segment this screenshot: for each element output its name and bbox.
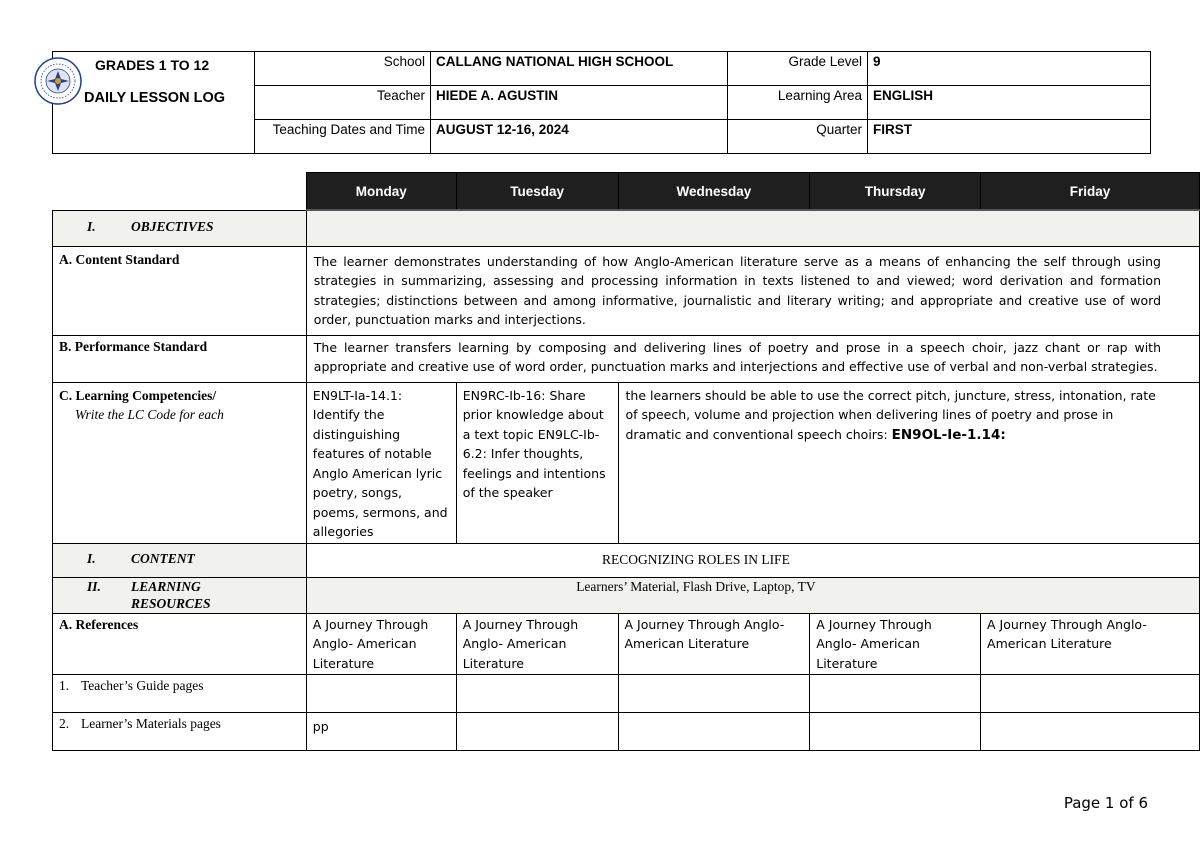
deped-seal-icon [33,56,83,106]
lm-friday [981,713,1200,751]
teaching-dates-value: AUGUST 12-16, 2024 [431,120,728,154]
reference-thursday [810,613,981,675]
reference-tuesday-text: A Journey Through Anglo- American Literature [462,616,579,671]
day-header-tuesday: Tuesday [456,173,618,211]
content-standard-cell [306,246,1199,335]
quarter-label: Quarter [728,120,868,154]
lm-monday-text: pp [312,719,329,734]
school-label: School [255,52,431,86]
objectives-numeral: I. [87,218,96,234]
resources-label-line2: RESOURCES [131,595,211,611]
reference-friday-text: A Journey Through Anglo-American Literature [987,616,1147,651]
content-heading [53,543,307,577]
learning-resources-heading [53,577,307,613]
learning-resources-value: Learners’ Material, Flash Drive, Laptop, TV [306,577,1199,613]
lm-tuesday [456,713,618,751]
page-number: Page 1 of 6 [1063,794,1148,812]
teachers-guide-label [53,675,307,713]
content-numeral: I. [87,550,96,566]
reference-monday-text: A Journey Through Anglo- American Literature [312,616,429,671]
competency-tuesday-text-1: Share prior knowledge about a text topic [462,387,604,442]
title-cell [53,52,255,154]
learning-competencies-label-cell [53,382,307,543]
competency-monday [306,382,456,543]
tg-tuesday [456,675,618,713]
learning-competencies-sublabel: Write the LC Code for each [75,406,224,422]
quarter-value: FIRST [868,120,1151,154]
teachers-guide-text: Teacher’s Guide pages [81,678,204,693]
objectives-heading [53,210,307,246]
teacher-label: Teacher [255,86,431,120]
reference-wednesday-text: A Journey Through Anglo-American Literature [624,616,785,651]
corner-blank [53,173,307,211]
learners-materials-num: 2. [59,716,70,731]
performance-standard-label: B. Performance Standard [53,335,307,382]
performance-standard-text: The learner transfers learning by composing and delivering lines of poetry and prose in a speech choir, jazz chant or rap with appropriate and creative use of word order, punctuation marks and interjections and effective use of verbal and non-verbal strategies. [313,339,1161,374]
competency-tuesday-text-2: Infer thoughts, feelings and intentions of the speaker [462,446,606,500]
performance-standard-cell [306,335,1199,382]
learning-competencies-label: C. Learning Competencies/ [59,387,217,403]
competency-tuesday-content [463,386,612,503]
content-value: RECOGNIZING ROLES IN LIFE [306,543,1199,577]
title-grades: GRADES 1 TO 12 [95,57,210,73]
content-standard-label: A. Content Standard [53,246,307,335]
competency-monday-content [313,386,450,542]
reference-thursday-text: A Journey Through Anglo- American Literature [816,616,932,671]
content-standard-text: The learner demonstrates understanding of how Anglo-American literature serve as a means of enhancing the self through using strategies in summarizing, assessing and processing information in texts listened to and viewed; word derivation and formation strategies; distinctions between and among informative, journalistic and literary writing; and appropriate and creative use of word order, punctuation marks and interjections. [313,253,1161,327]
lm-thursday [810,713,981,751]
reference-monday [306,613,456,675]
teachers-guide-num: 1. [59,678,70,693]
competency-monday-code: EN9LT-Ia-14.1: [312,387,403,403]
grade-level-value: 9 [868,52,1151,86]
lm-wednesday [618,713,810,751]
competency-wed-fri-text: the learners should be able to use the correct pitch, juncture, stress, intonation, rate of speech, volume and projection when delivering lines of poetry and prose in dramatic and conventional speech choirs: [625,387,1156,442]
competency-wed-fri-code: EN9OL-Ie-1.14: [891,426,1006,443]
learning-area-label: Learning Area [728,86,868,120]
resources-label-line1: LEARNING [131,578,201,594]
tg-friday [981,675,1200,713]
competency-tuesday-code-1: EN9RC-Ib-16: [462,387,546,403]
competency-wed-fri [618,382,1200,543]
title-daily-lesson-log: DAILY LESSON LOG [84,90,225,106]
learning-area-value: ENGLISH [868,86,1151,120]
teaching-dates-label: Teaching Dates and Time [255,120,431,154]
references-label: A. References [53,613,307,675]
competency-monday-text: Identify the distinguishing features of notable Anglo American lyric poetry, songs, poems, sermons, and allegories [312,407,448,539]
objectives-label: OBJECTIVES [131,218,214,234]
school-value: CALLANG NATIONAL HIGH SCHOOL [431,52,728,86]
day-header-wednesday: Wednesday [618,173,810,211]
learners-materials-label [53,713,307,751]
grade-level-label: Grade Level [728,52,868,86]
lesson-log-table [52,172,1200,751]
teacher-value: HIEDE A. AGUSTIN [431,86,728,120]
tg-thursday [810,675,981,713]
objectives-shaded-cell [306,210,1199,246]
day-header-thursday: Thursday [810,173,981,211]
content-label: CONTENT [131,550,195,566]
competency-tuesday [456,382,618,543]
competency-wed-fri-content [626,386,1162,446]
lm-monday [306,713,456,751]
reference-friday [981,613,1200,675]
day-header-monday: Monday [306,173,456,211]
day-header-friday: Friday [981,173,1200,211]
header-table [52,51,1151,154]
reference-tuesday [456,613,618,675]
tg-wednesday [618,675,810,713]
tg-monday [306,675,456,713]
resources-numeral: II. [87,578,101,594]
competency-tuesday-code-2: EN9LC-Ib-6.2: [462,426,600,461]
learners-materials-text: Learner’s Materials pages [81,716,221,731]
reference-wednesday [618,613,810,675]
